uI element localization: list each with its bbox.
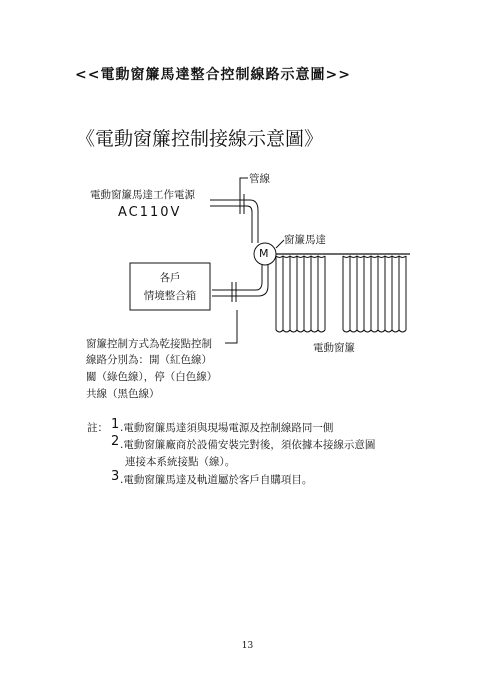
control-box-line2: 情境整合箱: [143, 290, 197, 302]
control-conduit: [212, 264, 268, 296]
notes-prefix: 註：: [87, 422, 108, 434]
power-conduit: [210, 200, 258, 243]
motor-symbol: M: [259, 247, 269, 260]
control-box-line1: 各戶: [159, 272, 181, 284]
diagram-title: 《電動窗簾控制接線示意圖》: [76, 128, 324, 150]
control-leader-line: [225, 310, 237, 343]
power-source-label: 電動窗簾馬達工作電源: [90, 189, 195, 201]
note-number-1: 1: [111, 417, 120, 432]
note-number-3: 3: [111, 469, 120, 484]
curtain-panel-left: [276, 256, 325, 332]
motor-label: 窗簾馬達: [284, 234, 326, 246]
note-text-2: .電動窗簾廠商於設備安裝完對後，須依據本接線示意圖: [120, 439, 376, 451]
voltage-label: AC110V: [118, 205, 182, 220]
control-method-label: 窗簾控制方式為乾接點控制: [86, 338, 212, 350]
note-text-2-cont: 連接本系統接點（線）。: [125, 456, 236, 468]
note-text-1: .電動窗簾馬達須與現場電源及控制線路同一側: [120, 422, 334, 434]
wire-line-3: 共線（黑色線）: [86, 388, 160, 400]
note-text-3: .電動窗簾馬達及軌道屬於客戶自購項目。: [120, 474, 313, 486]
page-header: <<電動窗簾馬達整合控制線路示意圖>>: [75, 67, 351, 83]
curtain-panel-right: [343, 256, 406, 332]
conduit-label: 管線: [249, 173, 270, 185]
wire-line-1: 線路分別為：開（紅色線）: [86, 354, 212, 366]
wire-line-2: 關（綠色線），停（白色線）: [86, 371, 218, 383]
curtain-label: 電動窗簾: [313, 342, 355, 354]
page-number: 13: [241, 641, 254, 651]
motor-leader-line: [276, 240, 284, 248]
note-number-2: 2: [111, 434, 120, 449]
